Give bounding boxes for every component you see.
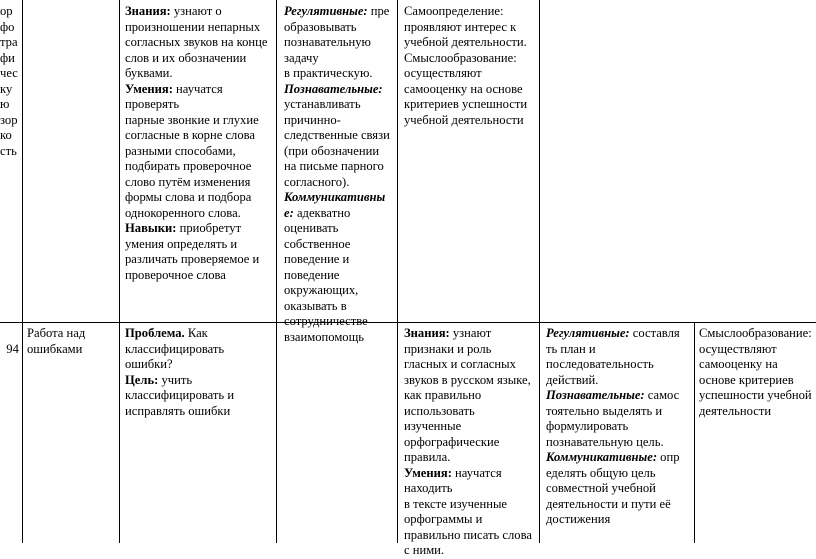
- text-line: [125, 159, 268, 175]
- line-text: оказывать в: [284, 298, 347, 313]
- line-text: Самоопределение:: [404, 4, 504, 18]
- line-text: образовывать: [284, 19, 357, 34]
- text-line: [125, 175, 268, 191]
- text-line: [125, 128, 268, 144]
- text-line: [284, 314, 390, 330]
- line-text: буквами.: [125, 66, 173, 80]
- line-heading: Познавательные:: [546, 388, 645, 402]
- line-heading: Коммуникативны: [284, 190, 386, 204]
- text-line: [125, 268, 268, 284]
- line-text: поведение и: [284, 252, 350, 266]
- line-text: ю: [0, 97, 10, 111]
- text-line: [125, 326, 234, 342]
- line-text: однокоренного слова.: [125, 205, 241, 220]
- text-line: [546, 326, 680, 342]
- text-line: [284, 97, 390, 113]
- text-line: [284, 299, 390, 315]
- text-line: [404, 82, 527, 98]
- line-text: сть: [0, 143, 17, 158]
- line-text: слов и их обозначении: [125, 50, 247, 65]
- text-line: [284, 190, 390, 206]
- line-text: сотрудничестве: [284, 314, 368, 328]
- text-line: [27, 342, 85, 358]
- text-line: [404, 373, 532, 389]
- text-line: [699, 388, 812, 404]
- line-text: оценивать: [284, 221, 339, 235]
- text-line: [125, 66, 268, 82]
- line-heading: Навыки:: [125, 221, 177, 235]
- text-line: [0, 144, 21, 160]
- text-line: [284, 144, 390, 160]
- line-text: фи: [0, 50, 15, 65]
- line-text: с ними.: [404, 543, 445, 557]
- line-text: ть план и: [546, 341, 596, 356]
- text-line: [404, 97, 527, 113]
- text-line: [284, 283, 390, 299]
- line-text: проверочное слова: [125, 267, 226, 282]
- text-line: [125, 51, 268, 67]
- text-line: [404, 497, 532, 513]
- line-text: парные звонкие и глухие: [125, 112, 259, 127]
- text-line: [284, 4, 390, 20]
- text-line: [699, 373, 812, 389]
- line-text: деятельности: [699, 403, 772, 418]
- line-heading: Умения:: [125, 81, 173, 96]
- line-text: научатся: [451, 465, 502, 480]
- text-line: [0, 51, 21, 67]
- row2-personal-cell: [699, 326, 812, 419]
- line-heading: Проблема.: [125, 326, 185, 340]
- line-text: еделять общую цель: [546, 465, 656, 480]
- text-line: [125, 252, 268, 268]
- line-text: собственное: [284, 236, 351, 251]
- line-heading: Умения:: [404, 465, 452, 480]
- text-line: [404, 450, 532, 466]
- line-heading: Знания:: [404, 326, 450, 340]
- line-text: задачу: [284, 50, 319, 65]
- text-line: [546, 481, 680, 497]
- row1-personal-cell: [404, 4, 527, 128]
- line-text: взаимопомощь: [284, 329, 365, 344]
- text-line: [0, 97, 21, 113]
- text-line: [125, 35, 268, 51]
- line-text: пре: [367, 4, 390, 18]
- line-text: правильно писать слова: [404, 527, 532, 542]
- row2-uud-cell: [546, 326, 680, 528]
- text-line: [546, 373, 680, 389]
- text-line: [284, 35, 390, 51]
- line-text: формулировать: [546, 419, 629, 433]
- line-text: Смыслообразование:: [699, 326, 812, 340]
- line-text: осуществляют: [404, 66, 482, 80]
- row1-cut-cell: [0, 4, 21, 304]
- line-heading: Знания:: [125, 4, 171, 18]
- text-line: [546, 466, 680, 482]
- line-text: узнают о: [170, 4, 222, 18]
- text-line: [284, 82, 390, 98]
- line-text: ор: [0, 4, 13, 18]
- text-line: [546, 450, 680, 466]
- text-line: [284, 66, 390, 82]
- text-line: [125, 82, 268, 98]
- line-text: научатся: [172, 81, 223, 96]
- text-line: [125, 221, 268, 237]
- text-line: [546, 342, 680, 358]
- text-line: [404, 20, 527, 36]
- line-text: орфограммы и: [404, 512, 483, 526]
- text-line: [125, 97, 268, 113]
- text-line: [546, 419, 680, 435]
- line-text: устанавливать: [284, 97, 361, 111]
- line-text: Работа над: [27, 326, 86, 340]
- text-line: [125, 373, 234, 389]
- line-text: находить: [404, 481, 453, 495]
- text-line: [284, 128, 390, 144]
- line-text: проверять: [125, 97, 180, 111]
- text-line: [284, 268, 390, 284]
- line-text: классифицировать: [125, 341, 225, 356]
- line-text: как правильно: [404, 388, 482, 402]
- text-line: [125, 206, 268, 222]
- line-text: познавательную цель.: [546, 434, 664, 449]
- text-line: [546, 435, 680, 451]
- text-line: [27, 326, 85, 342]
- text-line: [284, 20, 390, 36]
- line-text: приобретут: [176, 221, 242, 235]
- text-line: [546, 512, 680, 528]
- line-text: узнают: [449, 326, 492, 340]
- column-border: [276, 0, 277, 543]
- column-border: [539, 0, 540, 543]
- column-border: [397, 0, 398, 543]
- text-line: [284, 175, 390, 191]
- text-line: [125, 357, 234, 373]
- text-line: [284, 221, 390, 237]
- text-line: [125, 113, 268, 129]
- line-text: фо: [0, 19, 15, 34]
- text-line: [404, 435, 532, 451]
- line-text: самос: [644, 388, 680, 402]
- line-text: умения определять и: [125, 236, 238, 251]
- line-text: орфографические: [404, 434, 500, 449]
- line-text: различать проверяемое и: [125, 252, 260, 266]
- text-line: [125, 20, 268, 36]
- lesson-number: 94: [6, 341, 19, 356]
- row2-number-cell: [0, 326, 21, 357]
- text-line: [404, 388, 532, 404]
- column-border: [119, 0, 120, 543]
- line-text: окружающих,: [284, 283, 359, 297]
- text-line: [284, 159, 390, 175]
- line-text: ку: [0, 81, 13, 96]
- line-text: изученные: [404, 419, 462, 433]
- line-text: познавательную: [284, 35, 371, 49]
- line-text: чес: [0, 66, 18, 80]
- text-line: [404, 481, 532, 497]
- text-line: [404, 528, 532, 544]
- line-text: деятельности и пути её: [546, 496, 671, 511]
- line-text: Смыслообразование:: [404, 50, 517, 65]
- text-line: [284, 252, 390, 268]
- line-text: зор: [0, 112, 18, 127]
- line-text: слово путём изменения: [125, 174, 251, 189]
- line-heading: е:: [284, 205, 294, 220]
- row1-uud-cell: [284, 4, 390, 345]
- line-text: тоятельно выделять и: [546, 403, 663, 418]
- row2-knowledge-cell: [404, 326, 532, 559]
- text-line: [404, 357, 532, 373]
- line-text: учебной деятельности: [404, 112, 524, 127]
- line-text: ошибки?: [125, 357, 173, 371]
- line-text: ко: [0, 128, 12, 142]
- text-line: [404, 419, 532, 435]
- row1-knowledge-cell: [125, 4, 268, 283]
- line-text: самооценку на: [699, 357, 778, 371]
- text-line: [404, 342, 532, 358]
- line-heading: Коммуникативные:: [546, 450, 658, 464]
- line-text: поведение: [284, 267, 340, 282]
- text-line: [125, 237, 268, 253]
- line-text: на письме парного: [284, 159, 384, 173]
- line-text: Как: [184, 326, 208, 340]
- text-line: [404, 326, 532, 342]
- text-line: [0, 4, 21, 20]
- line-text: критериев успешности: [404, 97, 528, 111]
- line-text: достижения: [546, 512, 611, 526]
- text-line: [546, 497, 680, 513]
- text-line: [699, 404, 812, 420]
- text-line: [404, 512, 532, 528]
- text-line: [0, 20, 21, 36]
- line-text: проявляют интерес к: [404, 19, 517, 34]
- text-line: [125, 342, 234, 358]
- line-text: учебной деятельности.: [404, 35, 527, 49]
- row2-problem-cell: [125, 326, 234, 419]
- line-text: гласных и согласных: [404, 357, 516, 371]
- text-line: [404, 404, 532, 420]
- line-text: ошибками: [27, 341, 83, 356]
- line-heading: Цель:: [125, 372, 159, 387]
- text-line: [0, 128, 21, 144]
- text-line: [0, 35, 21, 51]
- line-text: опр: [657, 450, 680, 464]
- text-line: [284, 330, 390, 346]
- text-line: [699, 326, 812, 342]
- line-text: в тексте изученные: [404, 496, 508, 511]
- text-line: [0, 113, 21, 129]
- text-line: [699, 342, 812, 358]
- text-line: [284, 237, 390, 253]
- column-border: [694, 323, 695, 543]
- line-text: согласного).: [284, 174, 350, 189]
- text-line: [404, 113, 527, 129]
- line-text: причинно-: [284, 112, 341, 127]
- text-line: [125, 388, 234, 404]
- line-heading: Регулятивные:: [546, 326, 630, 340]
- line-text: основе критериев: [699, 372, 794, 387]
- text-line: [404, 35, 527, 51]
- text-line: [404, 543, 532, 559]
- text-line: [404, 4, 527, 20]
- text-line: [0, 66, 21, 82]
- line-text: совместной учебной: [546, 481, 656, 495]
- text-line: [546, 357, 680, 373]
- line-text: классифицировать и: [125, 388, 235, 402]
- line-heading: Познавательные:: [284, 81, 383, 96]
- line-text: разными способами,: [125, 143, 236, 158]
- line-text: звуков в русском языке,: [404, 372, 531, 387]
- row2-topic-cell: [27, 326, 85, 357]
- text-line: [125, 190, 268, 206]
- text-line: [404, 66, 527, 82]
- text-line: [125, 144, 268, 160]
- line-text: правила.: [404, 450, 451, 464]
- text-line: [546, 404, 680, 420]
- line-text: согласные в корне слова: [125, 128, 256, 142]
- line-text: исправлять ошибки: [125, 403, 231, 418]
- line-heading: Регулятивные:: [284, 4, 368, 18]
- line-text: учить: [158, 372, 193, 387]
- line-text: согласных звуков на конце: [125, 35, 268, 49]
- line-text: успешности учебной: [699, 388, 812, 402]
- text-line: [404, 51, 527, 67]
- text-line: [125, 4, 268, 20]
- text-line: [284, 113, 390, 129]
- line-text: формы слова и подбора: [125, 190, 252, 204]
- line-text: (при обозначении: [284, 143, 380, 158]
- line-text: осуществляют: [699, 341, 777, 356]
- line-text: следственные связи: [284, 128, 390, 142]
- text-line: [699, 357, 812, 373]
- line-text: действий.: [546, 372, 599, 387]
- text-line: [284, 206, 390, 222]
- line-text: тра: [0, 35, 18, 49]
- line-text: самооценку на основе: [404, 81, 523, 96]
- text-line: [546, 388, 680, 404]
- text-line: [0, 82, 21, 98]
- line-text: последовательность: [546, 357, 654, 371]
- line-text: адекватно: [293, 205, 351, 220]
- line-text: использовать: [404, 403, 475, 418]
- line-text: в практическую.: [284, 66, 373, 80]
- line-text: признаки и роль: [404, 341, 492, 356]
- text-line: [284, 51, 390, 67]
- line-text: составля: [629, 326, 680, 340]
- column-border: [22, 0, 23, 543]
- line-text: произношении непарных: [125, 19, 261, 34]
- text-line: [404, 466, 532, 482]
- line-text: подбирать проверочное: [125, 159, 252, 173]
- text-line: [125, 404, 234, 420]
